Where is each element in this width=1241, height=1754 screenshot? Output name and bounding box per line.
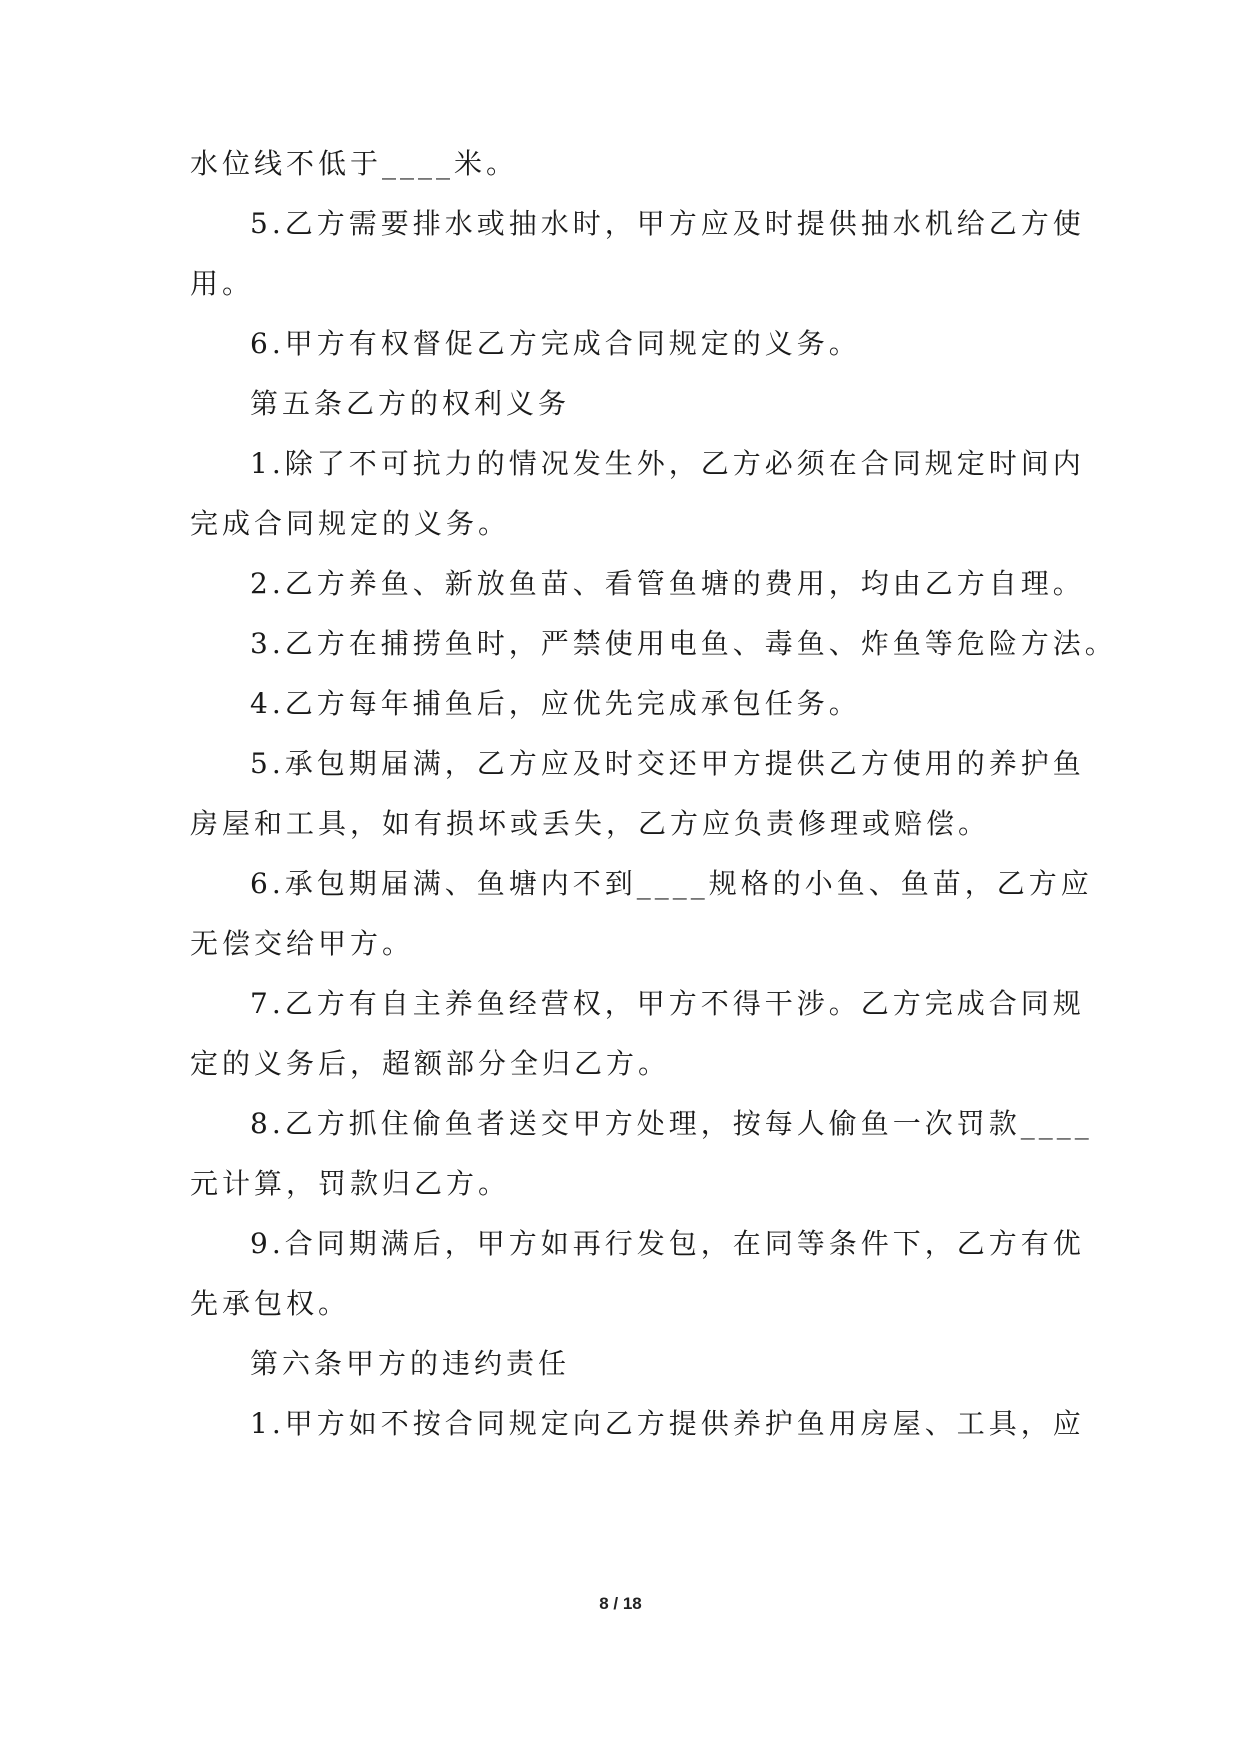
section-heading: 第六条甲方的违约责任 (250, 1347, 571, 1380)
text-line: 2.乙方养鱼、新放鱼苗、看管鱼塘的费用，均由乙方自理。 (250, 567, 1085, 600)
page-number: 8 / 18 (599, 1594, 642, 1613)
text-line: 9.合同期满后，甲方如再行发包，在同等条件下，乙方有优 (250, 1227, 1085, 1260)
text-line: 6.甲方有权督促乙方完成合同规定的义务。 (250, 327, 861, 360)
text-line: 7.乙方有自主养鱼经营权，甲方不得干涉。乙方完成合同规 (250, 987, 1085, 1020)
text-line: 无偿交给甲方。 (190, 927, 415, 960)
text-line: 4.乙方每年捕鱼后，应优先完成承包任务。 (250, 687, 861, 720)
text-line: 3.乙方在捕捞鱼时，严禁使用电鱼、毒鱼、炸鱼等危险方法。 (250, 627, 1117, 660)
text-line: 用。 (190, 267, 255, 300)
text-line: 元计算，罚款归乙方。 (190, 1167, 511, 1200)
text-line: 1.除了不可抗力的情况发生外，乙方必须在合同规定时间内 (250, 447, 1085, 480)
text-line: 定的义务后，超额部分全归乙方。 (190, 1047, 671, 1080)
text-line: 8.乙方抓住偷鱼者送交甲方处理，按每人偷鱼一次罚款____ (250, 1107, 1093, 1140)
text-line: 5.乙方需要排水或抽水时，甲方应及时提供抽水机给乙方使 (250, 207, 1085, 240)
text-line: 水位线不低于____米。 (190, 147, 519, 180)
text-line: 6.承包期届满、鱼塘内不到____规格的小鱼、鱼苗，乙方应 (250, 867, 1093, 900)
text-line: 完成合同规定的义务。 (190, 507, 511, 540)
text-line: 先承包权。 (190, 1287, 351, 1320)
text-line: 1.甲方如不按合同规定向乙方提供养护鱼用房屋、工具，应 (250, 1407, 1085, 1440)
text-line: 房屋和工具，如有损坏或丢失，乙方应负责修理或赔偿。 (190, 807, 991, 840)
text-line: 5.承包期届满，乙方应及时交还甲方提供乙方使用的养护鱼 (250, 747, 1085, 780)
section-heading: 第五条乙方的权利义务 (250, 387, 571, 420)
